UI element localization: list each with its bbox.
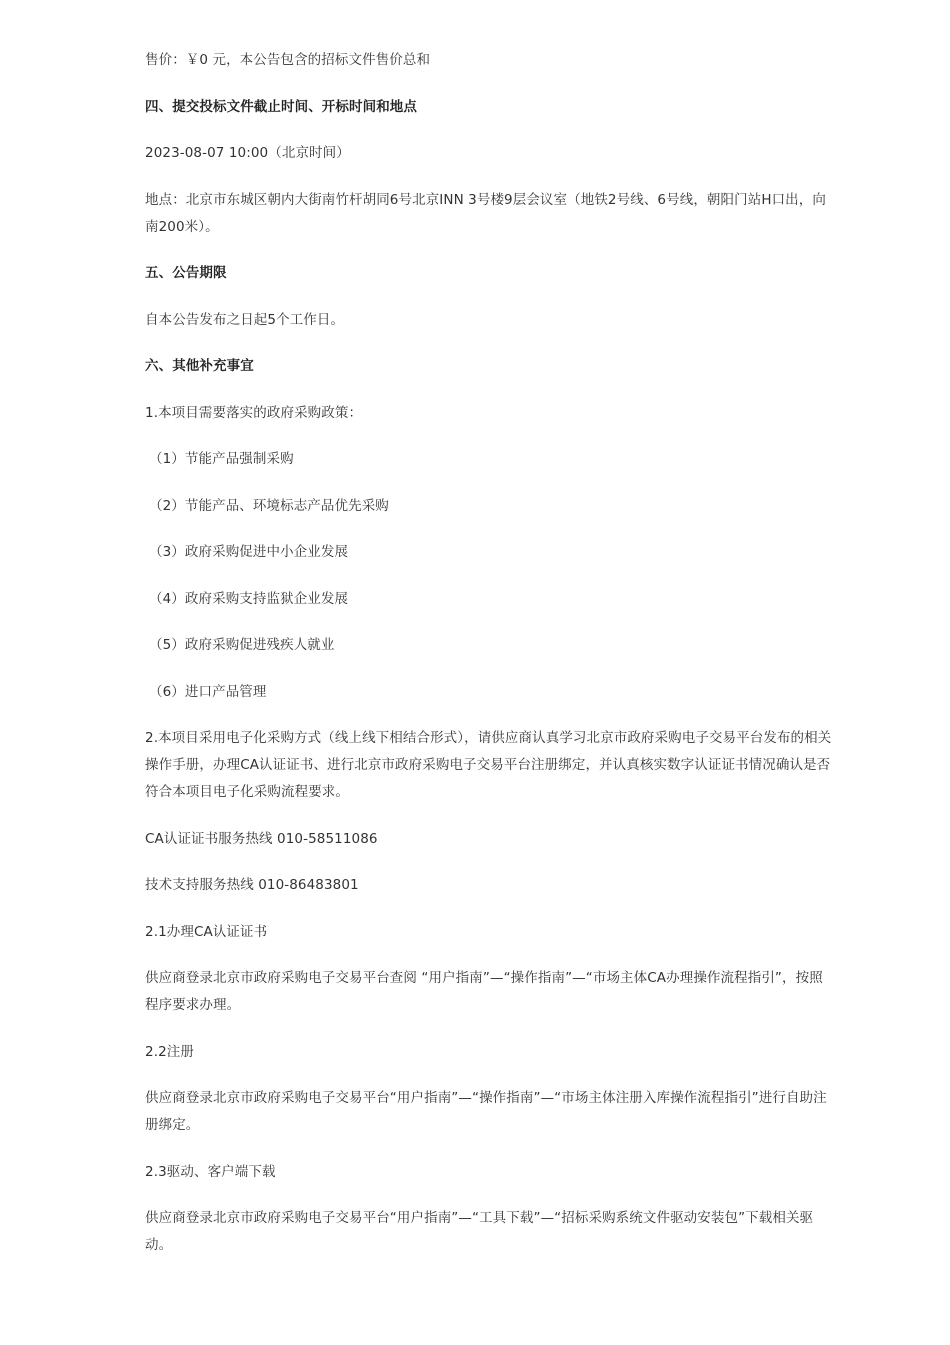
subsection-2-3-text: 供应商登录北京市政府采购电子交易平台“用户指南”—“工具下载”—“招标采购系统文件驱动安装包”下载相关驱动。 bbox=[145, 1210, 814, 1253]
subsection-2-3-title: 2.3驱动、客户端下载 bbox=[145, 1163, 276, 1180]
ca-hotline: CA认证证书服务热线 010-58511086 bbox=[145, 830, 378, 847]
price-line: 售价：￥0 元，本公告包含的招标文件售价总和 bbox=[145, 52, 431, 68]
section-6-heading: 六、其他补充事宜 bbox=[145, 358, 254, 374]
policy-item: （6）进口产品管理 bbox=[149, 683, 267, 700]
subsection-2-1-text: 供应商登录北京市政府采购电子交易平台查阅 “用户指南”—“操作指南”—“市场主体CA办理操作流程指引”，按照程序要求办理。 bbox=[145, 970, 823, 1013]
subsection-2-1-title: 2.1办理CA认证证书 bbox=[145, 923, 268, 940]
policy-item: （4）政府采购支持监狱企业发展 bbox=[149, 590, 349, 607]
deadline-time: 2023-08-07 10:00（北京时间） bbox=[145, 145, 350, 161]
section-4-heading: 四、提交投标文件截止时间、开标时间和地点 bbox=[145, 98, 417, 115]
announcement-period: 自本公告发布之日起5个工作日。 bbox=[145, 311, 345, 328]
subsection-2-2-title: 2.2注册 bbox=[145, 1043, 194, 1060]
section-5-heading: 五、公告期限 bbox=[145, 265, 227, 281]
announcement-document bbox=[145, 47, 835, 1279]
policy-intro: 1.本项目需要落实的政府采购政策： bbox=[145, 404, 363, 421]
policy-item: （5）政府采购促进残疾人就业 bbox=[149, 637, 335, 653]
policy-item: （2）节能产品、环境标志产品优先采购 bbox=[149, 497, 389, 514]
tech-hotline: 技术支持服务热线 010-86483801 bbox=[145, 877, 359, 893]
bid-location: 地点：北京市东城区朝内大街南竹杆胡同6号北京INN 3号楼9层会议室（地铁2号线、6号线，朝阳门站H口出，向南200米）。 bbox=[145, 191, 826, 235]
subsection-2-2-text: 供应商登录北京市政府采购电子交易平台“用户指南”—“操作指南”—“市场主体注册入库操作流程指引”进行自助注册绑定。 bbox=[145, 1090, 827, 1133]
electronic-procurement-text: 2.本项目采用电子化采购方式（线上线下相结合形式），请供应商认真学习北京市政府采购电子交易平台发布的相关操作手册，办理CA认证证书、进行北京市政府采购电子交易平台注册绑定，并认真核实数字认证证书情况确认是否符合本项目电子化采购流程要求。 bbox=[145, 730, 832, 800]
policy-item: （3）政府采购促进中小企业发展 bbox=[149, 544, 349, 560]
policy-item: （1）节能产品强制采购 bbox=[149, 451, 294, 467]
